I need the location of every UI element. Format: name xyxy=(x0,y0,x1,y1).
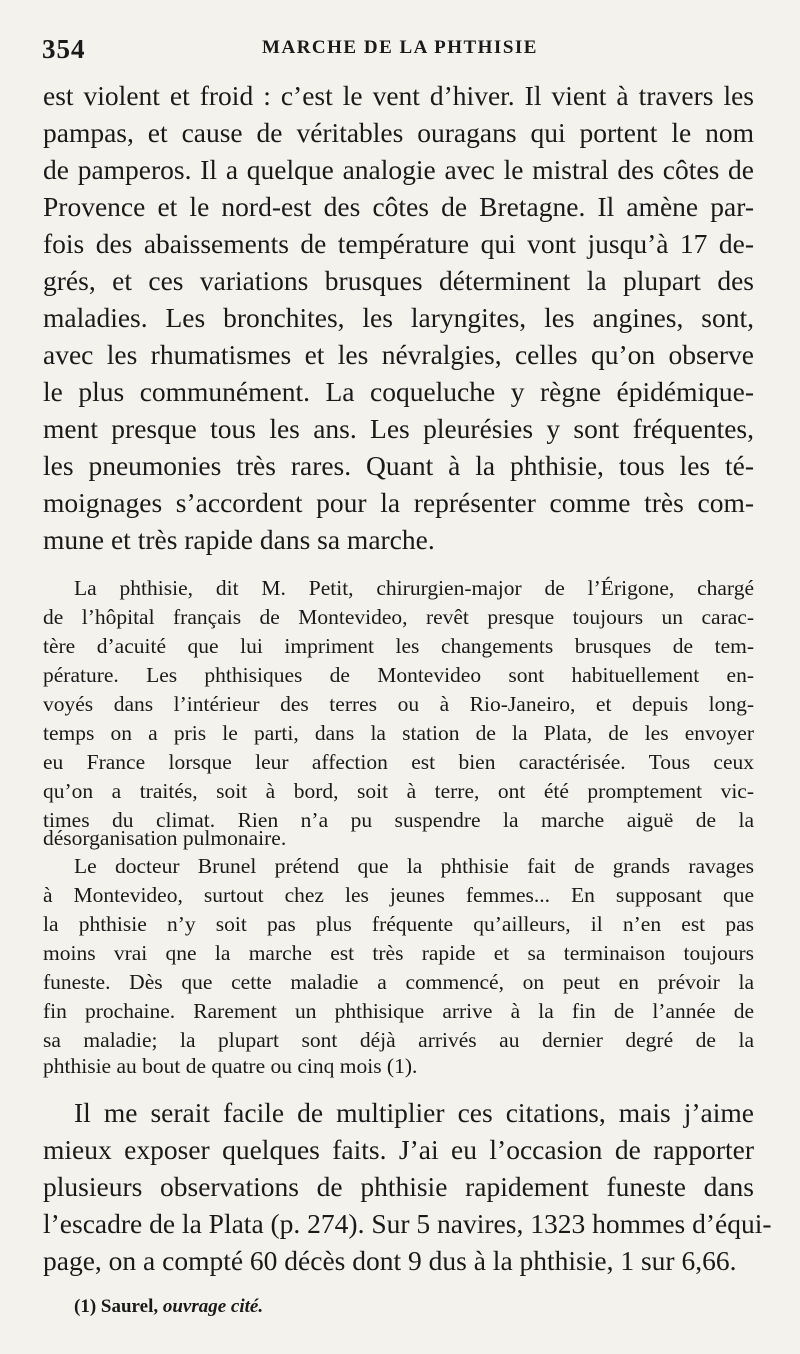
text-line: est violent et froid : c’est le vent d’hiver. Il vient à travers les xyxy=(43,80,754,111)
text-line: l’escadre de la Plata (p. 274). Sur 5 navires, 1323 hommes d’équi- xyxy=(43,1208,772,1239)
text-line: de pamperos. Il a quelque analogie avec le mistral des côtes de xyxy=(43,154,754,185)
text-line: avec les rhumatismes et les névralgies, celles qu’on observe xyxy=(43,339,754,370)
text-line: tère d’acuité que lui impriment les changements brusques de tem- xyxy=(43,634,754,658)
text-line: maladies. Les bronchites, les laryngites, les angines, sont, xyxy=(43,302,754,333)
text-line: page, on a compté 60 décès dont 9 dus à la phthisie, 1 sur 6,66. xyxy=(43,1245,737,1276)
text-line: les pneumonies très rares. Quant à la phthisie, tous les té- xyxy=(43,450,754,481)
footnote-marker: (1) xyxy=(74,1296,97,1317)
footnote-work: ouvrage cité. xyxy=(162,1296,264,1317)
footnote-author: Saurel, xyxy=(100,1296,159,1317)
text-line: eu France lorsque leur affection est bien caractérisée. Tous ceux xyxy=(43,750,754,774)
text-line: à Montevideo, surtout chez les jeunes femmes... En supposant que xyxy=(43,883,754,907)
text-line: pérature. Les phthisiques de Montevideo sont habituellement en- xyxy=(43,663,754,687)
text-line: fin prochaine. Rarement un phthisique arrive à la fin de l’année de xyxy=(43,999,754,1023)
text-line: La phthisie, dit M. Petit, chirurgien-major de l’Érigone, chargé xyxy=(74,576,754,600)
text-line: pampas, et cause de véritables ouragans qui portent le nom xyxy=(43,117,754,148)
page-number: 354 xyxy=(42,34,86,64)
footnote xyxy=(74,1296,263,1318)
text-line: de l’hôpital français de Montevideo, revêt presque toujours un carac- xyxy=(43,605,754,629)
text-line: mieux exposer quelques faits. J’ai eu l’occasion de rapporter xyxy=(43,1134,754,1165)
text-line: désorganisation pulmonaire. xyxy=(43,826,287,850)
text-line: sa maladie; la plupart sont déjà arrivés au dernier degré de la xyxy=(43,1028,754,1052)
text-line: grés, et ces variations brusques déterminent la plupart des xyxy=(43,265,754,296)
text-line: fois des abaissements de température qui vont jusqu’à 17 de- xyxy=(43,228,754,259)
text-line: moignages s’accordent pour la représenter comme très com- xyxy=(43,487,754,518)
text-line: plusieurs observations de phthisie rapidement funeste dans xyxy=(43,1171,754,1202)
text-line: ment presque tous les ans. Les pleurésies y sont fréquentes, xyxy=(43,413,754,444)
text-line: temps on a pris le parti, dans la station de la Plata, de les envoyer xyxy=(43,721,754,745)
text-line: la phthisie n’y soit pas plus fréquente qu’ailleurs, il n’en est pas xyxy=(43,912,754,936)
text-line: Provence et le nord-est des côtes de Bretagne. Il amène par- xyxy=(43,191,754,222)
text-line: phthisie au bout de quatre ou cinq mois (1). xyxy=(43,1054,418,1078)
page-header xyxy=(40,34,760,64)
text-line: voyés dans l’intérieur des terres ou à Rio-Janeiro, et depuis long- xyxy=(43,692,754,716)
text-line: qu’on a traités, soit à bord, soit à terre, ont été promptement vic- xyxy=(43,779,754,803)
text-line: moins vrai qne la marche est très rapide et sa terminaison toujours xyxy=(43,941,754,965)
text-line: times du climat. Rien n’a pu suspendre la marche aiguë de la xyxy=(43,808,754,832)
text-line: Il me serait facile de multiplier ces citations, mais j’aime xyxy=(74,1097,754,1128)
text-line: Le docteur Brunel prétend que la phthisie fait de grands ravages xyxy=(74,854,754,878)
text-line: funeste. Dès que cette maladie a commencé, on peut en prévoir la xyxy=(43,970,754,994)
text-line: le plus communément. La coqueluche y règne épidémique- xyxy=(43,376,754,407)
running-head: MARCHE DE LA PHTHISIE xyxy=(262,37,538,58)
text-line: mune et très rapide dans sa marche. xyxy=(43,524,435,555)
